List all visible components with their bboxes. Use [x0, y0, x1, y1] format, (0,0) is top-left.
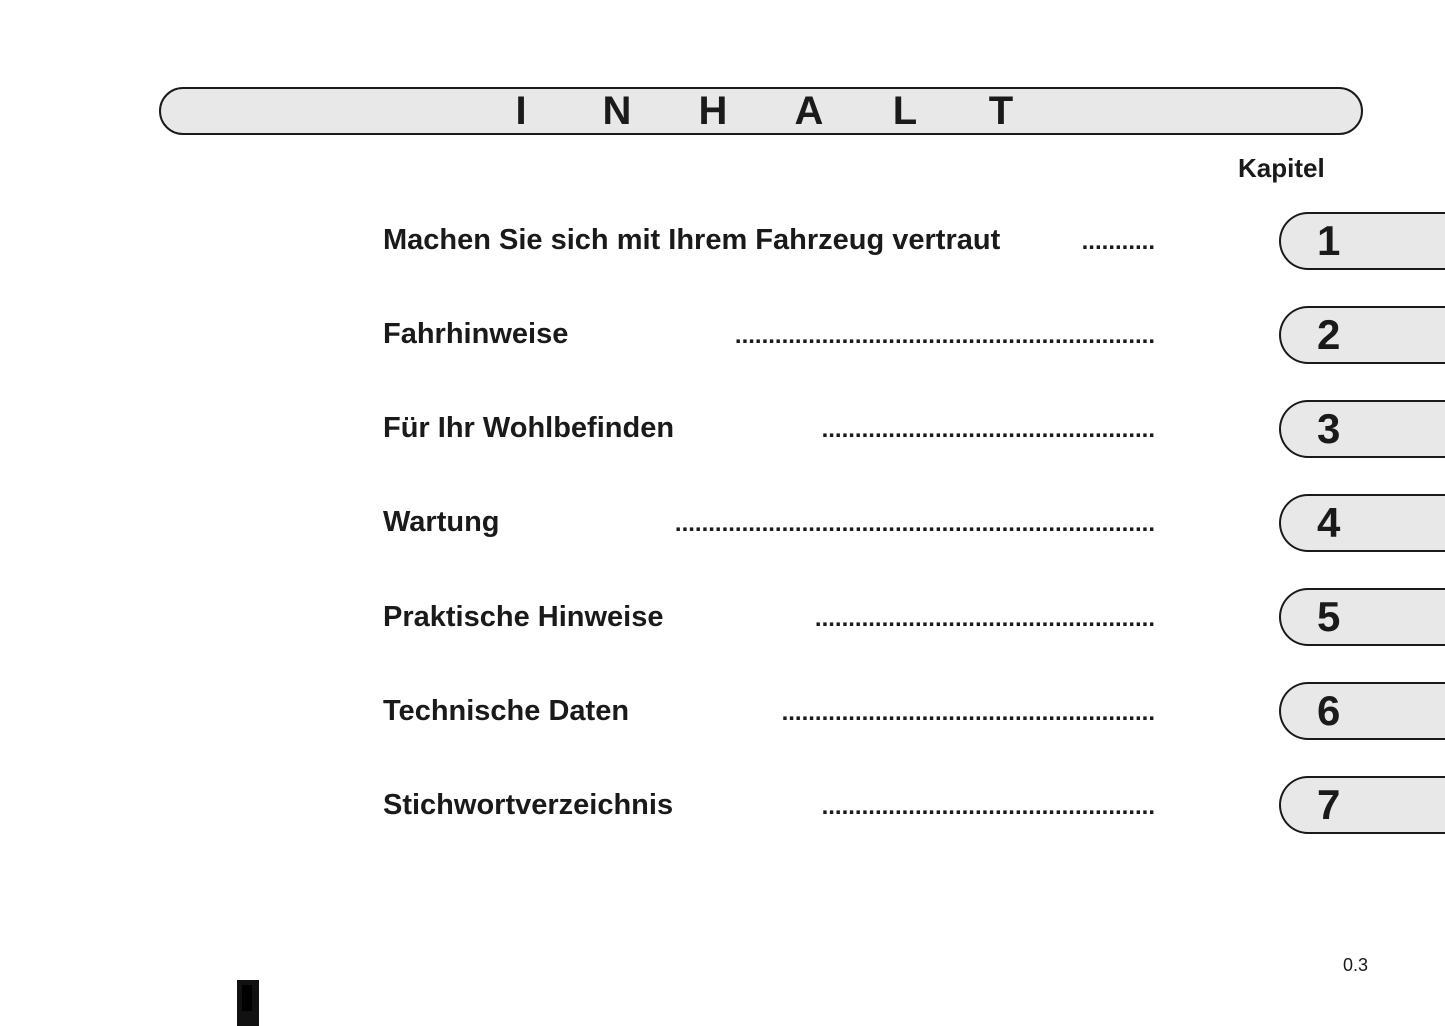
toc-label[interactable]: Technische Daten — [383, 695, 630, 727]
toc-leader-dots: .................................................. — [821, 793, 1155, 820]
toc-label[interactable]: Stichwortverzeichnis — [383, 789, 674, 821]
kapitel-column-label: Kapitel — [1238, 153, 1325, 183]
chapter-tab-4[interactable] — [1279, 494, 1445, 552]
chapter-tab-1[interactable] — [1279, 212, 1445, 270]
toc-entry-5[interactable] — [383, 601, 1155, 641]
chapter-number: 1 — [1317, 217, 1341, 264]
chapter-number: 6 — [1317, 687, 1341, 734]
toc-label[interactable]: Wartung — [383, 506, 500, 538]
chapter-tab-7[interactable] — [1279, 776, 1445, 834]
title-letter: T — [988, 88, 1014, 133]
contents-title-bar — [159, 87, 1363, 135]
toc-entry-2[interactable] — [383, 318, 1155, 358]
toc-entry-3[interactable] — [383, 412, 1155, 452]
toc-leader-dots: .................................................. — [821, 416, 1155, 443]
toc-entry-7[interactable] — [383, 789, 1155, 829]
chapter-number: 3 — [1317, 405, 1341, 452]
title-letter: A — [794, 88, 824, 133]
title-letter: I — [515, 88, 527, 133]
toc-label[interactable]: Fahrhinweise — [383, 318, 569, 350]
chapter-number: 5 — [1317, 593, 1341, 640]
toc-label[interactable]: Praktische Hinweise — [383, 601, 664, 633]
title-letter: H — [698, 88, 728, 133]
chapter-tab-5[interactable] — [1279, 588, 1445, 646]
contents-title — [473, 89, 1049, 134]
toc-leader-dots: ............................................................... — [734, 322, 1155, 349]
title-letter: N — [602, 88, 632, 133]
edge-marker-inner — [242, 985, 252, 1011]
chapter-number: 4 — [1317, 499, 1341, 546]
toc-label[interactable]: Für Ihr Wohlbefinden — [383, 412, 675, 444]
toc-entry-1[interactable] — [383, 224, 1155, 264]
toc-label[interactable]: Machen Sie sich mit Ihrem Fahrzeug vertraut — [383, 224, 1001, 256]
chapter-number: 2 — [1317, 311, 1341, 358]
chapter-tab-6[interactable] — [1279, 682, 1445, 740]
title-letter: L — [892, 88, 918, 133]
edge-marker — [237, 980, 259, 1026]
page-number: 0.3 — [1343, 955, 1369, 975]
chapter-tab-2[interactable] — [1279, 306, 1445, 364]
chapter-tab-3[interactable] — [1279, 400, 1445, 458]
toc-leader-dots: ........................................................ — [781, 699, 1155, 726]
toc-leader-dots: ........... — [1081, 228, 1155, 255]
toc-leader-dots: ........................................................................ — [674, 510, 1155, 537]
toc-leader-dots: ................................................... — [814, 605, 1155, 632]
toc-entry-6[interactable] — [383, 695, 1155, 735]
toc-entry-4[interactable] — [383, 506, 1155, 546]
chapter-number: 7 — [1317, 781, 1341, 828]
